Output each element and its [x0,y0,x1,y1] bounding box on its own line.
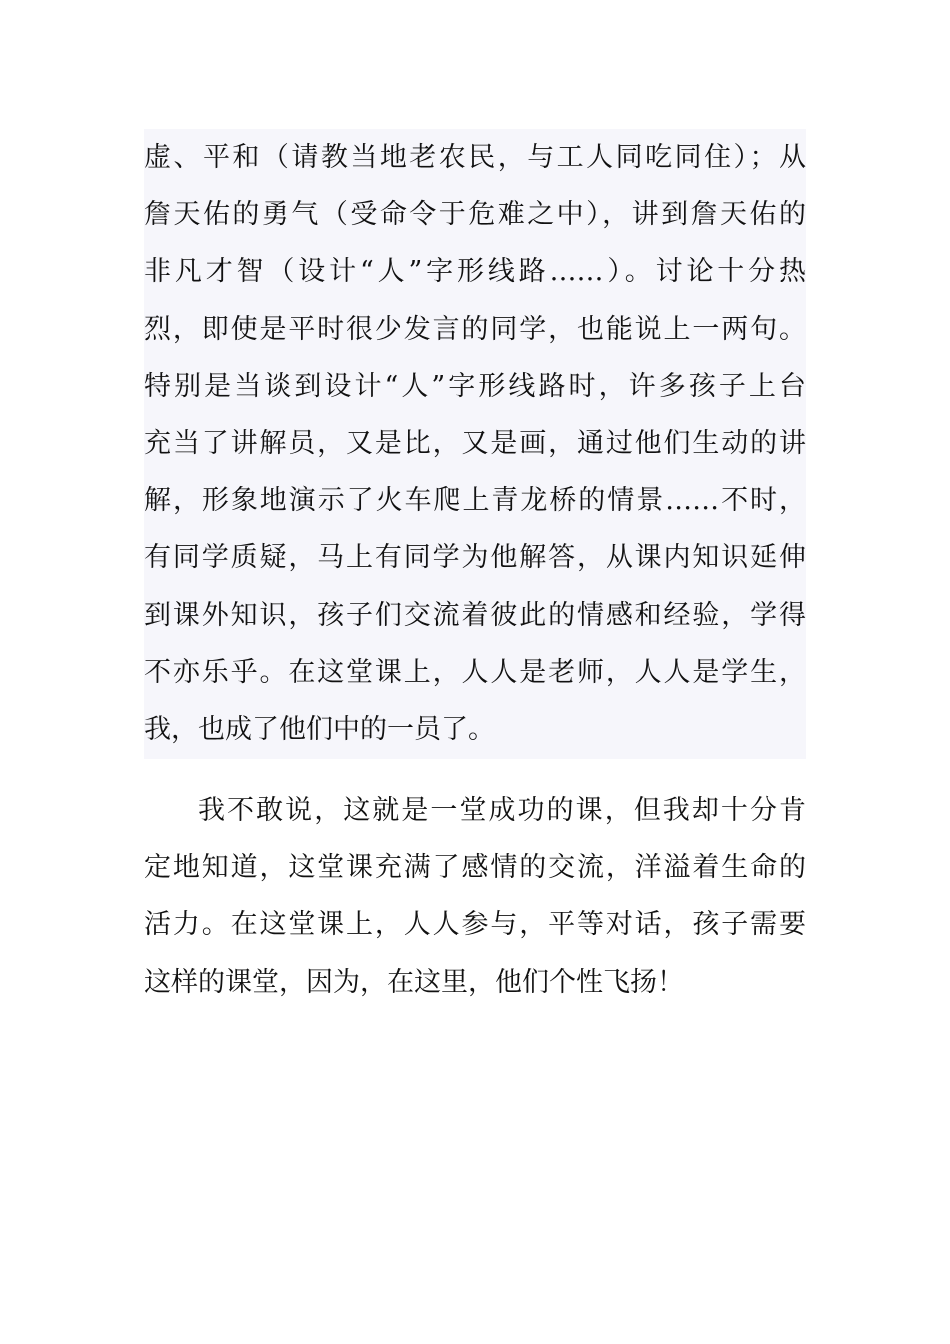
paragraph-line: 不亦乐乎。在这堂课上，人人是老师，人人是学生， [144,656,806,688]
paragraph-line: 我，也成了他们中的一员了。 [144,713,495,745]
paragraph-line: 定地知道，这堂课充满了感情的交流，洋溢着生命的 [144,852,806,884]
paragraph-line: 到课外知识，孩子们交流着彼此的情感和经验，学得 [144,599,806,631]
paragraph-line: 烈，即使是平时很少发言的同学，也能说上一两句。 [144,313,806,345]
paragraph-line: 虚、平和（请教当地老农民，与工人同吃同住）；从 [144,142,806,173]
paragraph-conclusion [144,782,806,1011]
paragraph-line: 有同学质疑，马上有同学为他解答，从课内知识延伸 [144,542,806,574]
paragraph-line: 充当了讲解员，又是比，又是画，通过他们生动的讲 [144,427,806,459]
paragraph-line: 非凡才智（设计“人”字形线路……）。讨论十分热 [144,256,806,288]
paragraph-line: 詹天佑的勇气（受命令于危难之中），讲到詹天佑的 [144,199,806,231]
paragraph-line: 我不敢说，这就是一堂成功的课，但我却十分肯 [198,795,806,826]
paragraph-classroom-discussion [144,129,806,759]
paragraph-line: 活力。在这堂课上，人人参与，平等对话，孩子需要 [144,909,806,941]
paragraph-line: 特别是当谈到设计“人”字形线路时，许多孩子上台 [144,370,806,402]
paragraph-line: 这样的课堂，因为，在这里，他们个性飞扬！ [144,966,684,998]
paragraph-line: 解，形象地演示了火车爬上青龙桥的情景……不时， [144,485,806,517]
